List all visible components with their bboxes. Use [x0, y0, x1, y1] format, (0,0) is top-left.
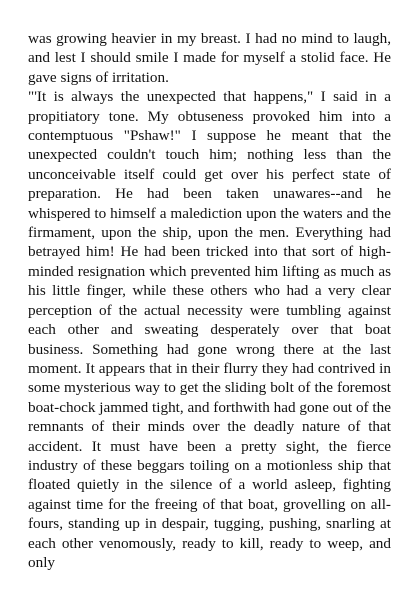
paragraph-unexpected: "'It is always the unexpected that happens," I said in a propitiatory tone. My obtuseness provoked him into a contemptuous "Pshaw!" I suppose he meant that the unexpected couldn't touch him; nothing less than the unconceivable itself could get over his perfect state of preparation. He had been taken unawares--and he whispered to himself a malediction upon the waters and the firmament, upon the ship, upon the men. Everything had betrayed him! He had been tricked into that sort of high-minded resignation which prevented him lifting as much as his little finger, while these others who had a very clear perception of the actual necessity were tumbling against each other and sweating desperately over that boat business. Something had gone wrong there at the last moment. It appears that in their flurry they had contrived in some mysterious way to get the sliding bolt of the foremost boat-chock jammed tight, and forthwith had gone out of the remnants of their minds over the deadly nature of that accident. It must have been a pretty sight, the fierce industry of these beggars toiling on a motionless ship that floated quietly in the silence of a world asleep, fighting against time for the freeing of that boat, grovelling on all-fours, standing up in despair, tugging, pushing, snarling at each other venomously, ready to kill, ready to weep, and only — [28, 88, 391, 571]
page-text — [28, 29, 391, 572]
paragraph-continuation: was growing heavier in my breast. I had no mind to laugh, and lest I should smile I made for myself a stolid face. He gave signs of irritation. — [28, 30, 391, 86]
